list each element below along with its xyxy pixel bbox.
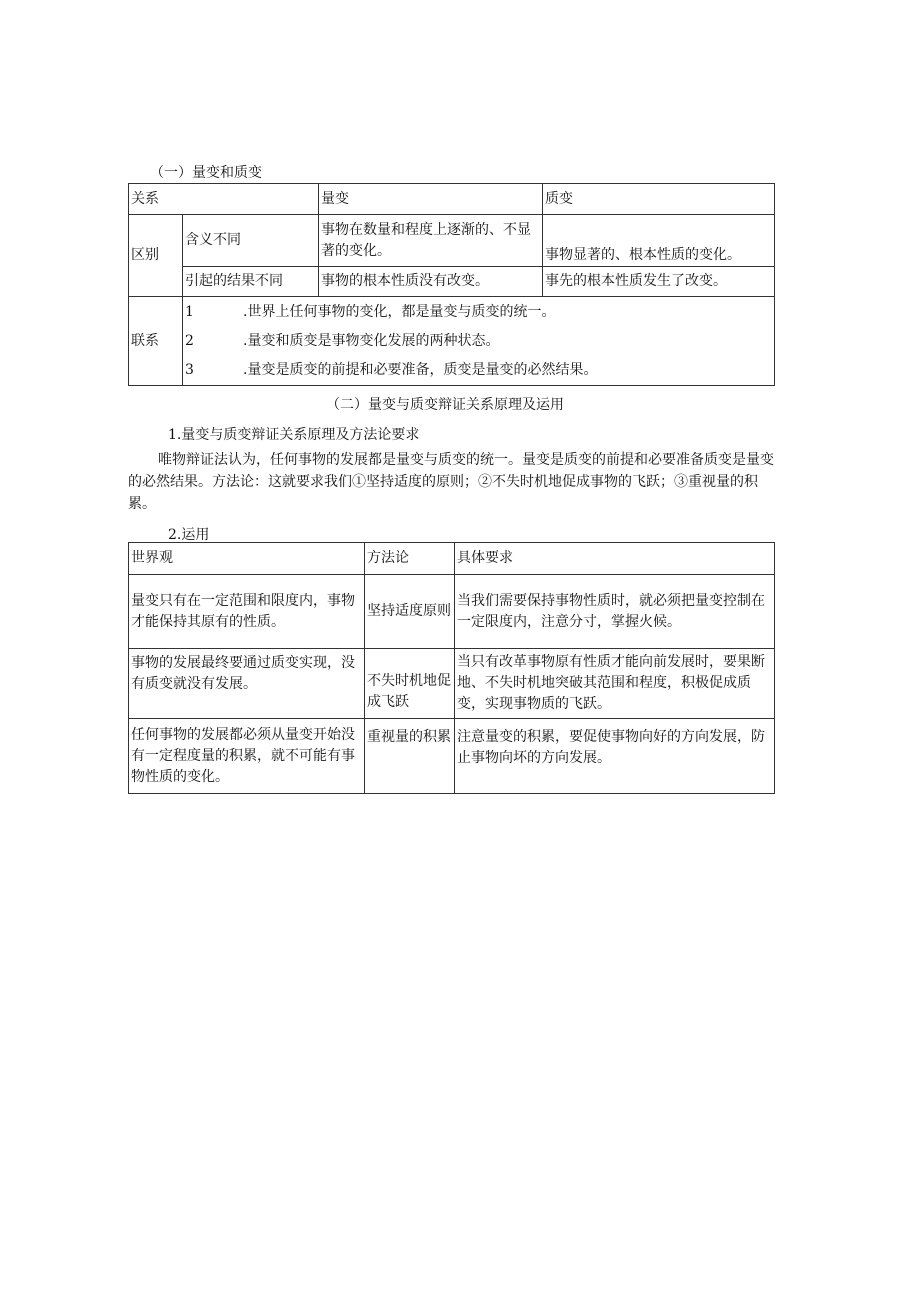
header-requirement: 具体要求 xyxy=(455,543,775,575)
list-text: .世界上任何事物的变化，都是量变与质变的统一。 xyxy=(243,303,556,320)
methodology-cell: 重视量的积累 xyxy=(365,719,455,794)
worldview-cell: 事物的发展最终要通过质变实现，没有质变就没有发展。 xyxy=(129,649,365,719)
quantity-quality-table xyxy=(128,183,775,386)
distinction-label: 区别 xyxy=(129,215,183,297)
list-number: 2 xyxy=(185,332,194,349)
header-quantitative: 量变 xyxy=(319,184,543,215)
header-qualitative: 质变 xyxy=(543,184,775,215)
qualitative-cell: 事物显著的、根本性质的变化。 xyxy=(543,215,775,267)
connection-list xyxy=(183,297,775,386)
header-methodology: 方法论 xyxy=(365,543,455,575)
worldview-cell: 任何事物的发展都必须从量变开始没有一定程度量的积累，就不可能有事物性质的变化。 xyxy=(129,719,365,794)
table-row xyxy=(129,719,775,794)
table-row xyxy=(129,575,775,649)
subheading-application: 2.运用 xyxy=(168,527,210,543)
list-item xyxy=(183,356,774,385)
subheading-principle: 1.量变与质变辩证关系原理及方法论要求 xyxy=(168,427,420,443)
section1-title: （一）量变和质变 xyxy=(150,165,262,181)
application-table xyxy=(128,542,775,794)
table-header-row xyxy=(129,184,775,215)
quantitative-cell: 事物在数量和程度上逐渐的、不显著的变化。 xyxy=(319,215,543,267)
list-number: 3 xyxy=(185,361,194,378)
list-text: .量变是质变的前提和必要准备，质变是量变的必然结果。 xyxy=(243,361,598,378)
list-number: 1 xyxy=(185,303,194,320)
requirement-cell: 当我们需要保持事物性质时，就必须把量变控制在一定限度内，注意分寸，掌握火候。 xyxy=(455,575,775,649)
principle-paragraph: 唯物辩证法认为，任何事物的发展都是量变与质变的统一。量变是质变的前提和必要准备质变是量变的必然结果。方法论：这就要求我们①坚持适度的原则；②不失时机地促成事物的飞跃；③重视量的积累。 xyxy=(128,452,774,512)
list-text: .量变和质变是事物变化发展的两种状态。 xyxy=(243,332,500,349)
section2-title: （二）量变与质变辩证关系原理及运用 xyxy=(326,397,564,413)
requirement-cell: 当只有改革事物原有性质才能向前发展时，要果断地、不失时机地突破其范围和程度，积极促成质变，实现事物质的飞跃。 xyxy=(455,649,775,719)
connection-row xyxy=(129,297,775,386)
worldview-cell: 量变只有在一定范围和限度内，事物才能保持其原有的性质。 xyxy=(129,575,365,649)
table-row xyxy=(129,267,775,297)
qualitative-cell: 事先的根本性质发生了改变。 xyxy=(543,267,775,297)
list-item xyxy=(183,298,774,327)
table-header-row xyxy=(129,543,775,575)
quantitative-cell: 事物的根本性质没有改变。 xyxy=(319,267,543,297)
methodology-cell: 坚持适度原则 xyxy=(365,575,455,649)
table-row xyxy=(129,215,775,267)
list-item xyxy=(183,327,774,356)
connection-label: 联系 xyxy=(129,297,183,386)
aspect-cell: 引起的结果不同 xyxy=(183,267,319,297)
header-worldview: 世界观 xyxy=(129,543,365,575)
header-relation: 关系 xyxy=(129,184,319,215)
aspect-cell: 含义不同 xyxy=(183,215,319,267)
methodology-cell: 不失时机地促成飞跃 xyxy=(365,649,455,719)
requirement-cell: 注意量变的积累，要促使事物向好的方向发展，防止事物向坏的方向发展。 xyxy=(455,719,775,794)
table-row xyxy=(129,649,775,719)
